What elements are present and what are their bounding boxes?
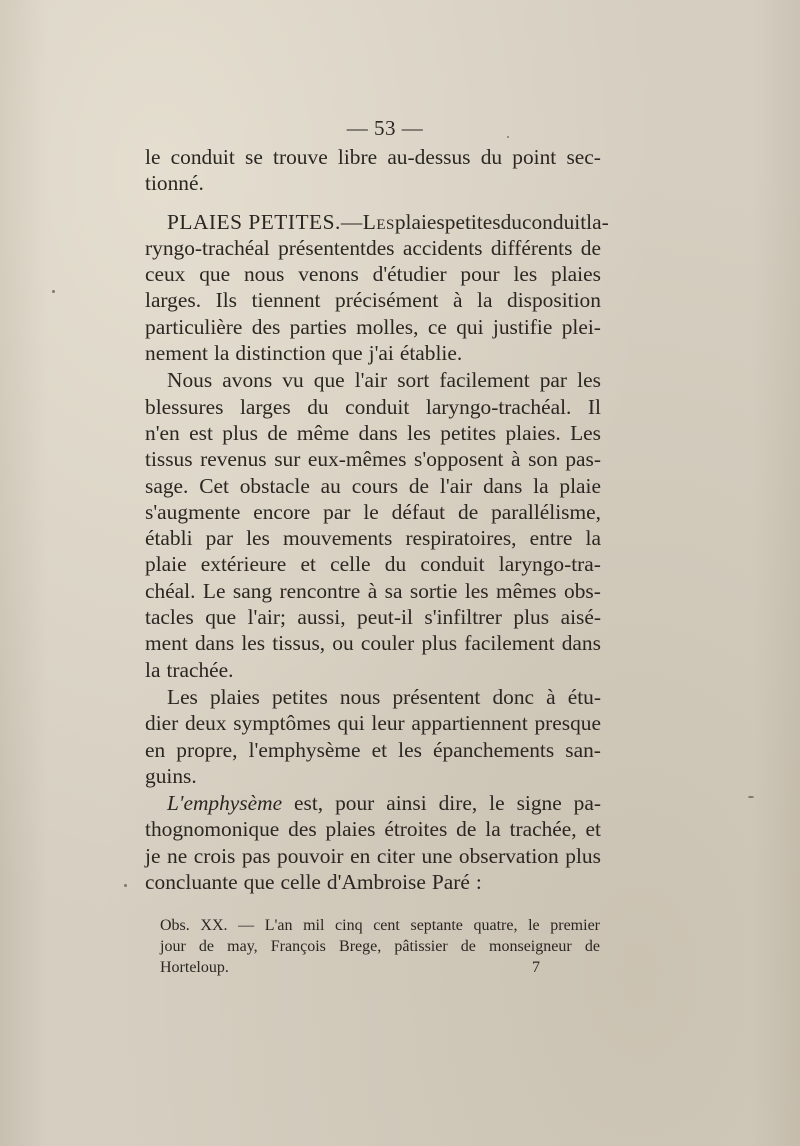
paper-speck xyxy=(507,136,509,138)
text-line: Nous avons vu que l'air sort facilement par les xyxy=(167,368,601,393)
emphasis-term: L'emphysème xyxy=(167,791,283,816)
text-line: en propre, l'emphysème et les épanchements san- xyxy=(145,737,601,762)
footnote-line: jour de may, François Brege, pâtissier de monseigneur de xyxy=(160,938,600,955)
text-line: tissus revenus sur eux-mêmes s'opposent à son pas- xyxy=(145,447,601,472)
text-line: tionné. xyxy=(145,171,204,196)
signature-mark: 7 xyxy=(532,959,540,976)
text-line: Les plaies petites nous présentent donc à étu- xyxy=(167,684,601,709)
text-line: chéal. Le sang rencontre à sa sortie les mêmes obs- xyxy=(145,578,601,603)
text-line: guins. xyxy=(145,763,197,788)
text-line: ryngo-trachéal présententdes accidents différents de xyxy=(145,235,601,260)
text-line: L'emphysème est, pour ainsi dire, le signe pa- xyxy=(167,791,601,816)
text-line: thognomonique des plaies étroites de la trachée, et xyxy=(145,817,601,842)
text-line: je ne crois pas pouvoir en citer une observation plus xyxy=(145,843,601,868)
text-line: concluante que celle d'Ambroise Paré : xyxy=(145,870,482,895)
section-heading-line: PLAIES PETITES.—Les plaies petites du conduit la- xyxy=(167,209,609,234)
footnote xyxy=(160,915,600,978)
text-line: tacles que l'air; aussi, peut-il s'infiltrer plus aisé- xyxy=(145,605,601,630)
page-number: — 53 — xyxy=(346,116,424,140)
body-text xyxy=(145,144,609,895)
text-line: le conduit se trouve libre au-dessus du point sec- xyxy=(145,145,601,169)
text-line: établi par les mouvements respiratoires, entre la xyxy=(145,526,601,551)
text-line: plaie extérieure et celle du conduit laryngo-tra- xyxy=(145,552,601,577)
section-heading: PLAIES PETITES.—Les xyxy=(167,209,395,234)
text-line: ceux que nous venons d'étudier pour les plaies xyxy=(145,262,601,287)
text-line: nement la distinction que j'ai établie. xyxy=(145,341,463,366)
text-line: dier deux symptômes qui leur appartiennent presque xyxy=(145,711,601,736)
text-line: s'augmente encore par le défaut de parallélisme, xyxy=(145,499,601,524)
text-line: blessures larges du conduit laryngo-trachéal. Il xyxy=(145,394,601,419)
footnote-line: Obs. XX. — L'an mil cinq cent septante quatre, le premier xyxy=(160,917,600,934)
text-line: particulière des parties molles, ce qui justifie plei- xyxy=(145,314,601,339)
paper-speck xyxy=(52,290,55,293)
footnote-line: Horteloup. 7 xyxy=(160,959,540,976)
text-line: larges. Ils tiennent précisément à la disposition xyxy=(145,288,601,313)
paper-speck xyxy=(124,884,127,887)
paper-speck xyxy=(748,796,754,798)
text-line: sage. Cet obstacle au cours de l'air dans la plaie xyxy=(145,473,601,498)
text-line: ment dans les tissus, ou couler plus facilement dans xyxy=(145,631,601,656)
text-line: n'en est plus de même dans les petites plaies. Les xyxy=(145,420,601,445)
text-line: la trachée. xyxy=(145,657,234,682)
